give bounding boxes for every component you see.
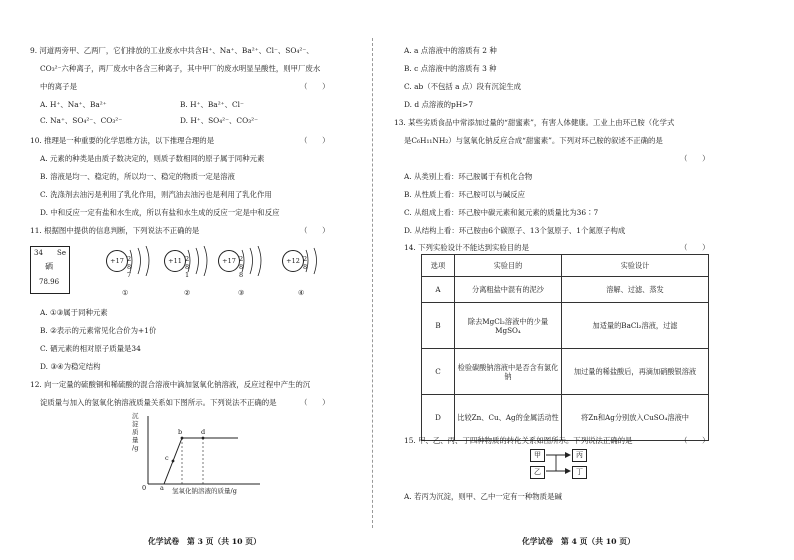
q12-answer-bracket[interactable]: （ ） xyxy=(300,398,330,407)
graph-point-c: c xyxy=(165,454,169,462)
header-design: 实验设计 xyxy=(562,255,709,277)
precipitate-curve xyxy=(148,438,238,484)
q9-line3: 中的离子是 xyxy=(40,82,77,91)
q9-option-b: B. H⁺、Ba²⁺、Cl⁻ xyxy=(180,100,244,109)
q11-stem: 11. 根据图中提供的信息判断，下列说法不正确的是 xyxy=(30,226,200,235)
atomic-mass: 78.96 xyxy=(39,278,60,286)
q15-option-a: A. 若丙为沉淀，则甲、乙中一定有一种物质是碱 xyxy=(404,492,562,501)
q13-answer-bracket[interactable]: （ ） xyxy=(680,154,710,163)
substance-box-bing: 丙 xyxy=(572,449,587,462)
point-d xyxy=(202,437,205,440)
y-label-char: 量 xyxy=(132,436,139,444)
left-page-footer: 化学试卷 第 3 页（共 10 页） xyxy=(148,537,261,546)
element-symbol: Se xyxy=(57,249,66,257)
row-aim: 除去MgCl₂溶液中的少量MgSO₄ xyxy=(455,303,562,349)
row-design: 将Zn和Ag分别放入CuSO₄溶液中 xyxy=(562,395,709,441)
q12-option-d: D. d 点溶液的pH>7 xyxy=(404,100,474,109)
y-label-char: 沉 xyxy=(132,412,139,420)
row-aim: 分离粗盐中混有的泥沙 xyxy=(455,277,562,303)
q9-line2: CO₃²⁻六种离子，两厂废水中各含三种离子，其中甲厂的废水明显呈酸性，则甲厂废水 xyxy=(40,64,321,73)
nucleus-1: +17 xyxy=(106,250,128,272)
electrons-3: 2 8 8 xyxy=(239,255,246,280)
point-b xyxy=(181,437,184,440)
q10-option-c: C. 洗涤剂去油污是利用了乳化作用，则汽油去油污也是利用了乳化作用 xyxy=(40,190,272,199)
q10-stem: 10. 推理是一种重要的化学思维方法，以下推理合理的是 xyxy=(30,136,215,145)
table-row xyxy=(422,395,709,441)
y-label-char: /g xyxy=(132,444,139,452)
substance-box-yi: 乙 xyxy=(530,466,545,479)
label-2: ② xyxy=(184,289,191,297)
q10-option-b: B. 溶液是均一、稳定的，所以均一、稳定的物质一定是溶液 xyxy=(40,172,235,181)
row-aim: 检验碳酸钠溶液中是否含有氯化钠 xyxy=(455,349,562,395)
q15-answer-bracket[interactable]: （ ） xyxy=(680,436,710,445)
row-design: 加适量的BaCl₂溶液，过滤 xyxy=(562,303,709,349)
electrons-4: 2 8 xyxy=(303,255,310,272)
header-option: 选项 xyxy=(422,255,455,277)
substance-box-ding: 丁 xyxy=(572,466,587,479)
q15-stem: 15. 甲、乙、丙、丁四种物质的转化关系如图所示。下列说法正确的是 xyxy=(404,436,633,445)
electrons-2: 2 8 1 xyxy=(185,255,192,280)
q9-option-d: D. H⁺、SO₄²⁻、CO₃²⁻ xyxy=(180,116,258,125)
q13-option-c: C. 从组成上看：环己胺中碳元素和氮元素的质量比为36∶7 xyxy=(404,208,599,217)
q12-option-c: C. ab（不包括 a 点）段有沉淀生成 xyxy=(404,82,522,91)
y-label-char: 质 xyxy=(132,428,139,436)
graph-x-label: 氢氧化钠溶液的质量/g xyxy=(172,487,237,495)
q11-option-c: C. 硒元素的相对原子质量是34 xyxy=(40,344,141,353)
graph-y-label xyxy=(132,412,140,452)
row-design: 加过量的稀盐酸后，再滴加硝酸银溶液 xyxy=(562,349,709,395)
q9-option-a: A. H⁺、Na⁺、Ba²⁺ xyxy=(40,100,107,109)
row-design: 溶解、过滤、蒸发 xyxy=(562,277,709,303)
q12-line2: 淀质量与加入的氢氧化钠溶液质量关系如下图所示。下列说法不正确的是 xyxy=(40,398,277,407)
label-3: ③ xyxy=(238,289,245,297)
point-c xyxy=(172,460,175,463)
q9-answer-bracket[interactable]: （ ） xyxy=(300,82,330,91)
graph-point-a: a xyxy=(160,484,164,492)
q12-option-a: A. a 点溶液中的溶质有 2 种 xyxy=(404,46,497,55)
q12-option-b: B. c 点溶液中的溶质有 3 种 xyxy=(404,64,497,73)
table-row xyxy=(422,349,709,395)
periodic-element-card xyxy=(30,246,70,294)
row-aim: 比较Zn、Cu、Ag的金属活动性 xyxy=(455,395,562,441)
q10-answer-bracket[interactable]: （ ） xyxy=(300,136,330,145)
q14-answer-bracket[interactable]: （ ） xyxy=(680,243,710,252)
label-4: ④ xyxy=(298,289,305,297)
table-header-row xyxy=(422,255,709,277)
q12-line1: 12. 向一定量的硫酸铜和稀硫酸的混合溶液中滴加氢氧化钠溶液，反应过程中产生的沉 xyxy=(30,380,311,389)
graph-origin-label: 0 xyxy=(142,484,147,492)
q10-option-a: A. 元素的种类是由质子数决定的，则质子数相同的原子属于同种元素 xyxy=(40,154,265,163)
q14-table xyxy=(421,254,709,441)
precipitate-graph xyxy=(128,412,268,496)
q11-answer-bracket[interactable]: （ ） xyxy=(300,226,330,235)
table-row xyxy=(422,277,709,303)
electrons-1: 2 8 7 xyxy=(127,255,134,280)
label-1: ① xyxy=(122,289,129,297)
atomic-number: 34 xyxy=(34,249,43,257)
right-page-footer: 化学试卷 第 4 页（共 10 页） xyxy=(522,537,635,546)
q13-option-a: A. 从类别上看：环己胺属于有机化合物 xyxy=(404,172,533,181)
graph-point-d: d xyxy=(201,428,206,436)
header-aim: 实验目的 xyxy=(455,255,562,277)
nucleus-3: +17 xyxy=(218,250,240,272)
graph-point-b: b xyxy=(178,428,183,436)
conversion-arrows-icon xyxy=(544,449,574,479)
q13-option-d: D. 从结构上看：环己胺由6个碳原子、13个氢原子、1个氮原子构成 xyxy=(404,226,626,235)
nucleus-4: +12 xyxy=(282,250,304,272)
q9-line1: 9. 河道两旁甲、乙两厂，它们排放的工业废水中共含H⁺、Na⁺、Ba²⁺、Cl⁻、SO₄²⁻、 xyxy=(30,46,314,55)
row-option: B xyxy=(422,303,455,349)
q14-stem: 14. 下列实验设计不能达到实验目的是 xyxy=(404,243,529,252)
row-option: A xyxy=(422,277,455,303)
q13-line2: 是C₆H₁₁NH₂）与氢氧化钠反应合成“甜蜜素”。下列对环己胺的叙述不正确的是 xyxy=(404,136,663,145)
row-option: D xyxy=(422,395,455,441)
q11-option-b: B. ②表示的元素常见化合价为+1价 xyxy=(40,326,157,335)
nucleus-2: +11 xyxy=(164,250,186,272)
q13-line1: 13. 某些劣质食品中常添加过量的“甜蜜素”，有害人体健康。工业上由环己胺（化学式 xyxy=(394,118,675,127)
q11-option-d: D. ③④为稳定结构 xyxy=(40,362,101,371)
row-option: C xyxy=(422,349,455,395)
q10-option-d: D. 中和反应一定有盐和水生成，所以有盐和水生成的反应一定是中和反应 xyxy=(40,208,280,217)
page-divider xyxy=(372,38,373,528)
table-row xyxy=(422,303,709,349)
q13-option-b: B. 从性质上看：环己胺可以与碱反应 xyxy=(404,190,525,199)
q11-option-a: A. ①③属于同种元素 xyxy=(40,308,108,317)
substance-box-jia: 甲 xyxy=(530,449,545,462)
y-label-char: 淀 xyxy=(132,420,139,428)
element-name: 硒 xyxy=(45,262,53,271)
q9-option-c: C. Na⁺、SO₄²⁻、CO₃²⁻ xyxy=(40,116,123,125)
